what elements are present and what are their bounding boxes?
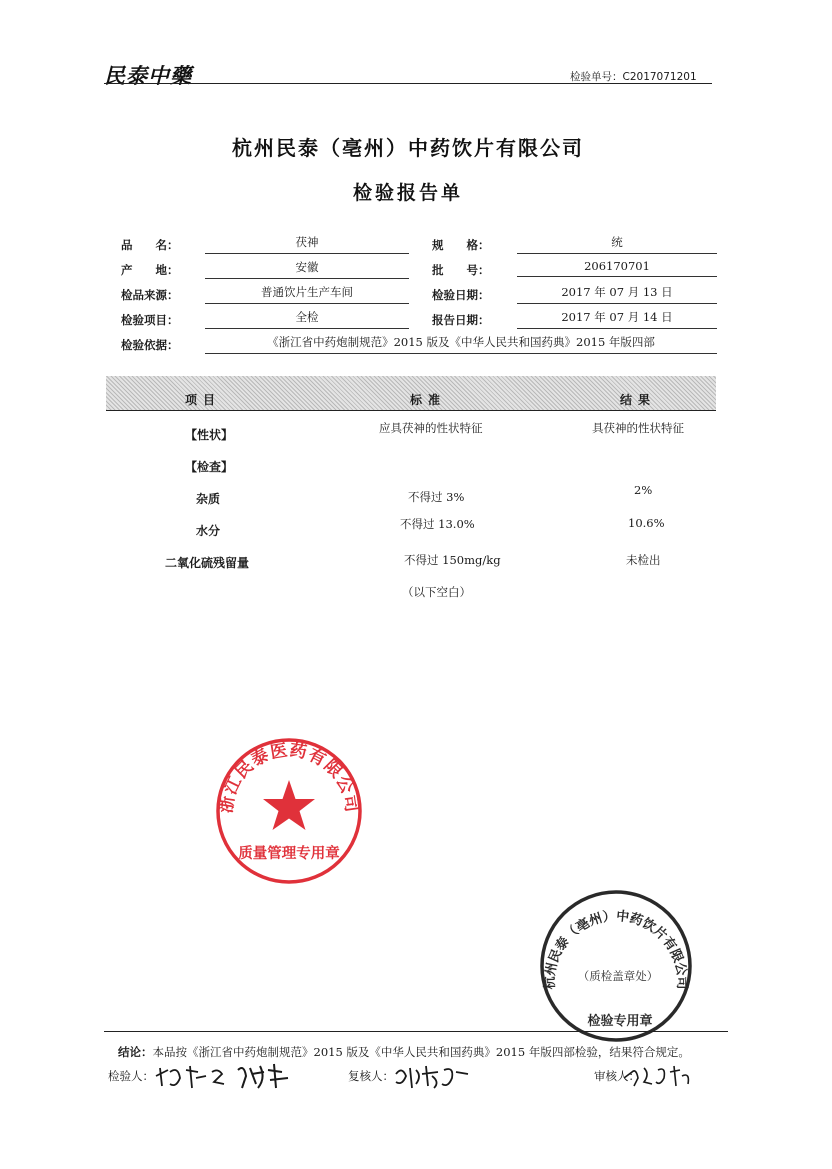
item-label: 检验项目：	[121, 313, 179, 327]
spec-label: 规 格：	[432, 238, 490, 252]
report-number-label: 检验单号：	[570, 71, 623, 83]
spec-value: 统	[517, 234, 717, 254]
star-icon	[263, 780, 315, 830]
row-so2-standard: 不得过 150mg/kg	[404, 553, 501, 567]
footer-divider	[104, 1031, 728, 1032]
origin-label: 产 地：	[121, 263, 179, 277]
row-appearance-standard: 应具茯神的性状特征	[379, 421, 483, 435]
header-item: 项目	[185, 393, 222, 407]
document-title: 检验报告单	[352, 182, 463, 204]
inspector-label: 检验人：	[108, 1069, 154, 1083]
batch-value: 206170701	[517, 259, 717, 277]
source-value: 普通饮片生产车间	[205, 284, 409, 304]
conclusion-label: 结论：	[118, 1045, 153, 1059]
inspection-seal-arc-text: 杭州民泰（亳州）中药饮片有限公司	[542, 909, 690, 990]
inspect-date-label: 检验日期：	[432, 288, 490, 302]
auditor-signature	[622, 1058, 702, 1094]
row-inspection-item: 【检查】	[185, 460, 234, 474]
reviewer-signature	[392, 1058, 474, 1094]
company-logo: 民泰中藥	[104, 63, 192, 88]
header-result: 结果	[620, 393, 657, 407]
auditor-label: 审核人：	[594, 1069, 640, 1083]
item-value: 全检	[205, 309, 409, 329]
inspection-seal-inner-text: （质检盖章处）	[577, 969, 659, 983]
batch-label: 批 号：	[432, 263, 490, 277]
report-date-label: 报告日期：	[432, 313, 490, 327]
report-number-value: C2017071201	[622, 71, 697, 83]
source-label: 检品来源：	[121, 288, 179, 302]
row-moisture-result: 10.6%	[628, 516, 665, 530]
inspect-date-value: 2017 年 07 月 13 日	[517, 284, 717, 304]
header-divider	[104, 83, 712, 84]
row-appearance-result: 具茯神的性状特征	[592, 421, 684, 435]
row-moisture-item: 水分	[196, 524, 221, 538]
row-moisture-standard: 不得过 13.0%	[400, 517, 475, 531]
inspector-signature	[152, 1058, 302, 1094]
company-title: 杭州民泰（亳州）中药饮片有限公司	[232, 136, 584, 160]
row-so2-item: 二氧化硫残留量	[165, 556, 250, 570]
inspection-seal-line-text: 检验专用章	[587, 1014, 653, 1029]
quality-seal-line-text: 质量管理专用章	[238, 846, 340, 862]
origin-value: 安徽	[205, 259, 409, 279]
report-date-value: 2017 年 07 月 14 日	[517, 309, 717, 329]
reviewer-label: 复核人：	[348, 1069, 394, 1083]
row-impurity-standard: 不得过 3%	[408, 490, 465, 504]
row-so2-result: 未检出	[626, 553, 661, 567]
blank-note: （以下空白）	[402, 585, 471, 599]
basis-value: 《浙江省中药炮制规范》2015 版及《中华人民共和国药典》2015 年版四部	[205, 334, 717, 354]
header-standard: 标准	[410, 393, 447, 407]
basis-label: 检验依据：	[121, 338, 179, 352]
report-number	[570, 69, 697, 84]
conclusion-text: 本品按《浙江省中药炮制规范》2015 版及《中华人民共和国药典》2015 年版四部检验，结果符合规定。	[152, 1045, 690, 1059]
name-value: 茯神	[205, 234, 409, 254]
quality-seal-stamp	[214, 736, 364, 886]
row-impurity-item: 杂质	[196, 492, 221, 506]
row-appearance-item: 【性状】	[185, 428, 234, 442]
inspection-seal-stamp	[538, 888, 694, 1044]
row-impurity-result: 2%	[634, 483, 653, 497]
name-label: 品 名：	[121, 238, 179, 252]
quality-seal-arc-text: 浙江民泰医药有限公司	[216, 740, 362, 815]
